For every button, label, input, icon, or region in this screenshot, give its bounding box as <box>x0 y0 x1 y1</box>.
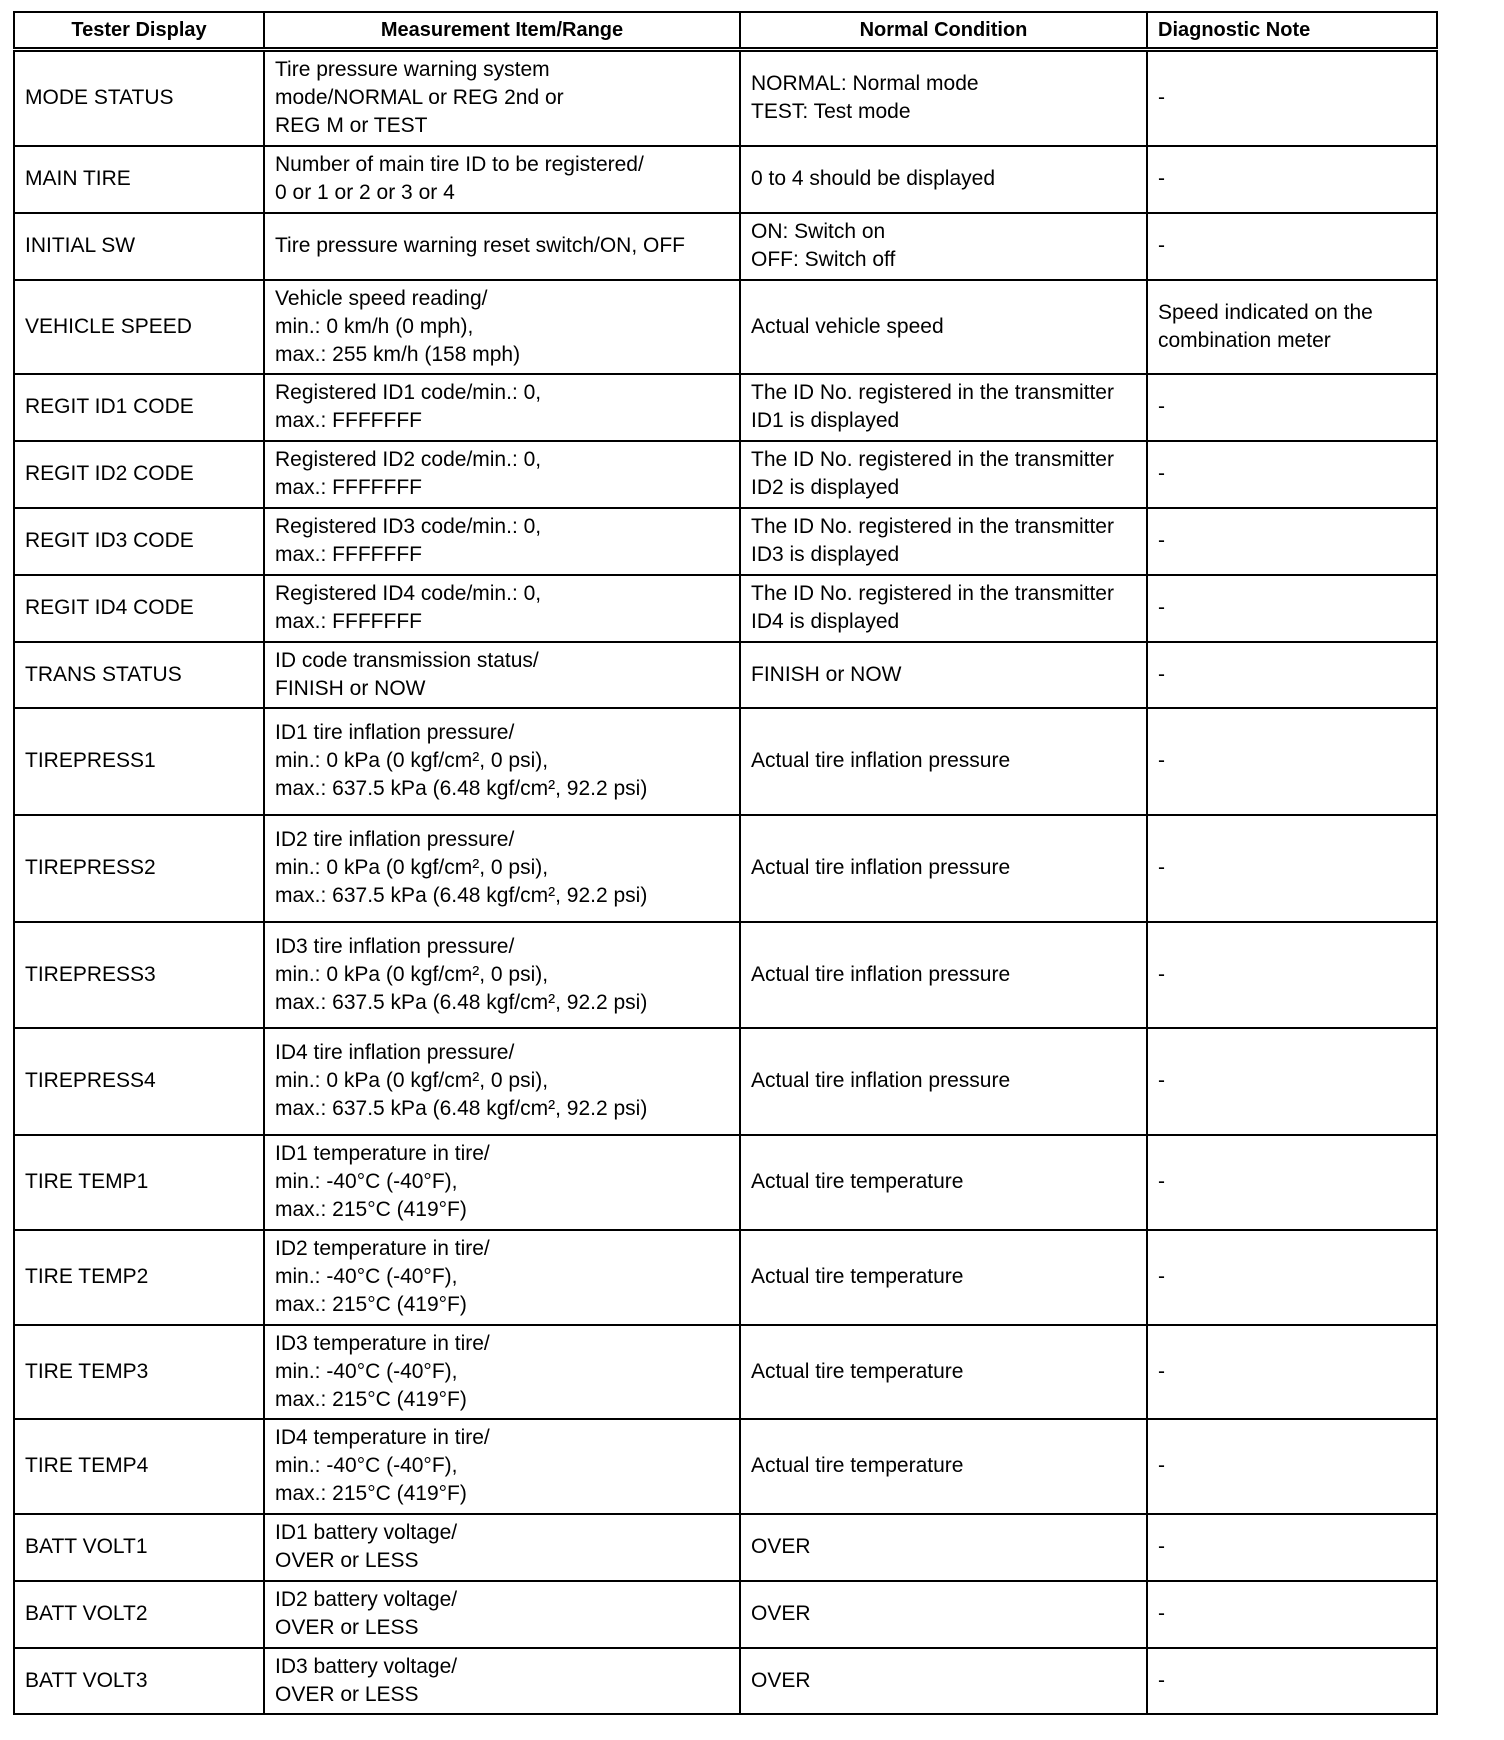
normal-condition-cell: Actual tire temperature <box>740 1419 1147 1514</box>
diagnostic-note-cell: - <box>1147 708 1437 815</box>
diagnostic-note-cell: - <box>1147 213 1437 280</box>
table-row <box>14 374 1437 441</box>
normal-condition-cell: The ID No. registered in the transmitter ID4 is displayed <box>740 575 1147 642</box>
normal-condition-cell: Actual tire inflation pressure <box>740 815 1147 922</box>
tester-display-table <box>13 11 1438 1715</box>
tester-display-cell: TIRE TEMP1 <box>14 1135 264 1230</box>
diagnostic-note-cell: - <box>1147 1581 1437 1648</box>
measurement-range-cell: ID2 temperature in tire/ min.: -40°C (-40°F), max.: 215°C (419°F) <box>264 1230 740 1325</box>
tester-display-cell: REGIT ID1 CODE <box>14 374 264 441</box>
table-row <box>14 280 1437 374</box>
diagnostic-note-cell: - <box>1147 1135 1437 1230</box>
tester-display-cell: TIREPRESS1 <box>14 708 264 815</box>
table-row <box>14 815 1437 922</box>
measurement-range-cell: ID3 tire inflation pressure/ min.: 0 kPa (0 kgf/cm², 0 psi), max.: 637.5 kPa (6.48 kgf/cm², 92.2 psi) <box>264 922 740 1028</box>
measurement-range-cell: ID1 tire inflation pressure/ min.: 0 kPa (0 kgf/cm², 0 psi), max.: 637.5 kPa (6.48 kgf/cm², 92.2 psi) <box>264 708 740 815</box>
tester-display-cell: BATT VOLT1 <box>14 1514 264 1581</box>
table-row <box>14 642 1437 708</box>
measurement-range-cell: ID code transmission status/ FINISH or NOW <box>264 642 740 708</box>
table-row <box>14 1648 1437 1714</box>
table-row <box>14 1230 1437 1325</box>
table-row <box>14 922 1437 1028</box>
measurement-range-cell: ID2 battery voltage/ OVER or LESS <box>264 1581 740 1648</box>
tester-display-cell: TIREPRESS2 <box>14 815 264 922</box>
diagnostic-note-cell: - <box>1147 642 1437 708</box>
tester-display-cell: REGIT ID3 CODE <box>14 508 264 575</box>
diagnostic-note-cell: - <box>1147 374 1437 441</box>
table-row <box>14 1419 1437 1514</box>
normal-condition-cell: OVER <box>740 1648 1147 1714</box>
diagnostic-note-cell: - <box>1147 1419 1437 1514</box>
diagnostic-note-cell: - <box>1147 575 1437 642</box>
header-normal-condition: Normal Condition <box>740 12 1147 50</box>
diagnostic-note-cell: Speed indicated on the combination meter <box>1147 280 1437 374</box>
header-row <box>14 12 1437 50</box>
table-row <box>14 575 1437 642</box>
tester-display-cell: MODE STATUS <box>14 50 264 146</box>
table-row <box>14 1135 1437 1230</box>
table-row <box>14 1028 1437 1135</box>
normal-condition-cell: NORMAL: Normal mode TEST: Test mode <box>740 50 1147 146</box>
measurement-range-cell: Registered ID1 code/min.: 0, max.: FFFFFFF <box>264 374 740 441</box>
header-diagnostic-note: Diagnostic Note <box>1147 12 1437 50</box>
header-measurement-item: Measurement Item/Range <box>264 12 740 50</box>
diagnostic-note-cell: - <box>1147 815 1437 922</box>
normal-condition-cell: Actual tire inflation pressure <box>740 708 1147 815</box>
table-row <box>14 1325 1437 1419</box>
tester-display-cell: TIREPRESS4 <box>14 1028 264 1135</box>
measurement-range-cell: ID4 temperature in tire/ min.: -40°C (-40°F), max.: 215°C (419°F) <box>264 1419 740 1514</box>
header-tester-display: Tester Display <box>14 12 264 50</box>
tester-display-cell: TIRE TEMP3 <box>14 1325 264 1419</box>
normal-condition-cell: FINISH or NOW <box>740 642 1147 708</box>
normal-condition-cell: Actual tire temperature <box>740 1325 1147 1419</box>
normal-condition-cell: Actual tire inflation pressure <box>740 1028 1147 1135</box>
table-row <box>14 1514 1437 1581</box>
table-row <box>14 213 1437 280</box>
tester-display-cell: MAIN TIRE <box>14 146 264 213</box>
diagnostic-note-cell: - <box>1147 1514 1437 1581</box>
measurement-range-cell: Tire pressure warning reset switch/ON, OFF <box>264 213 740 280</box>
table-row <box>14 146 1437 213</box>
measurement-range-cell: ID3 battery voltage/ OVER or LESS <box>264 1648 740 1714</box>
normal-condition-cell: The ID No. registered in the transmitter ID1 is displayed <box>740 374 1147 441</box>
diagnostic-note-cell: - <box>1147 146 1437 213</box>
normal-condition-cell: Actual tire inflation pressure <box>740 922 1147 1028</box>
diagnostic-note-cell: - <box>1147 1325 1437 1419</box>
measurement-range-cell: ID3 temperature in tire/ min.: -40°C (-40°F), max.: 215°C (419°F) <box>264 1325 740 1419</box>
tester-display-cell: INITIAL SW <box>14 213 264 280</box>
table-row <box>14 50 1437 146</box>
diagnostic-note-cell: - <box>1147 1028 1437 1135</box>
tester-display-cell: TIRE TEMP4 <box>14 1419 264 1514</box>
diagnostic-note-cell: - <box>1147 50 1437 146</box>
table-row <box>14 1581 1437 1648</box>
table-row <box>14 708 1437 815</box>
normal-condition-cell: Actual tire temperature <box>740 1135 1147 1230</box>
measurement-range-cell: Registered ID3 code/min.: 0, max.: FFFFFFF <box>264 508 740 575</box>
measurement-range-cell: Registered ID2 code/min.: 0, max.: FFFFFFF <box>264 441 740 508</box>
normal-condition-cell: 0 to 4 should be displayed <box>740 146 1147 213</box>
normal-condition-cell: OVER <box>740 1581 1147 1648</box>
normal-condition-cell: The ID No. registered in the transmitter ID3 is displayed <box>740 508 1147 575</box>
diagnostic-note-cell: - <box>1147 508 1437 575</box>
normal-condition-cell: Actual vehicle speed <box>740 280 1147 374</box>
tester-display-cell: BATT VOLT2 <box>14 1581 264 1648</box>
tester-display-cell: TIRE TEMP2 <box>14 1230 264 1325</box>
normal-condition-cell: Actual tire temperature <box>740 1230 1147 1325</box>
measurement-range-cell: Tire pressure warning system mode/NORMAL or REG 2nd or REG M or TEST <box>264 50 740 146</box>
diagnostic-note-cell: - <box>1147 922 1437 1028</box>
diagnostic-note-cell: - <box>1147 1230 1437 1325</box>
tester-display-cell: BATT VOLT3 <box>14 1648 264 1714</box>
measurement-range-cell: ID2 tire inflation pressure/ min.: 0 kPa (0 kgf/cm², 0 psi), max.: 637.5 kPa (6.48 kgf/cm², 92.2 psi) <box>264 815 740 922</box>
normal-condition-cell: OVER <box>740 1514 1147 1581</box>
table-row <box>14 508 1437 575</box>
measurement-range-cell: Number of main tire ID to be registered/ 0 or 1 or 2 or 3 or 4 <box>264 146 740 213</box>
measurement-range-cell: ID4 tire inflation pressure/ min.: 0 kPa (0 kgf/cm², 0 psi), max.: 637.5 kPa (6.48 kgf/cm², 92.2 psi) <box>264 1028 740 1135</box>
normal-condition-cell: The ID No. registered in the transmitter ID2 is displayed <box>740 441 1147 508</box>
normal-condition-cell: ON: Switch on OFF: Switch off <box>740 213 1147 280</box>
measurement-range-cell: Registered ID4 code/min.: 0, max.: FFFFFFF <box>264 575 740 642</box>
tester-display-cell: TIREPRESS3 <box>14 922 264 1028</box>
tester-display-cell: REGIT ID2 CODE <box>14 441 264 508</box>
diagnostic-note-cell: - <box>1147 1648 1437 1714</box>
measurement-range-cell: ID1 battery voltage/ OVER or LESS <box>264 1514 740 1581</box>
tester-display-cell: REGIT ID4 CODE <box>14 575 264 642</box>
tester-display-cell: TRANS STATUS <box>14 642 264 708</box>
measurement-range-cell: Vehicle speed reading/ min.: 0 km/h (0 mph), max.: 255 km/h (158 mph) <box>264 280 740 374</box>
diagnostic-note-cell: - <box>1147 441 1437 508</box>
tester-display-cell: VEHICLE SPEED <box>14 280 264 374</box>
table-row <box>14 441 1437 508</box>
measurement-range-cell: ID1 temperature in tire/ min.: -40°C (-40°F), max.: 215°C (419°F) <box>264 1135 740 1230</box>
